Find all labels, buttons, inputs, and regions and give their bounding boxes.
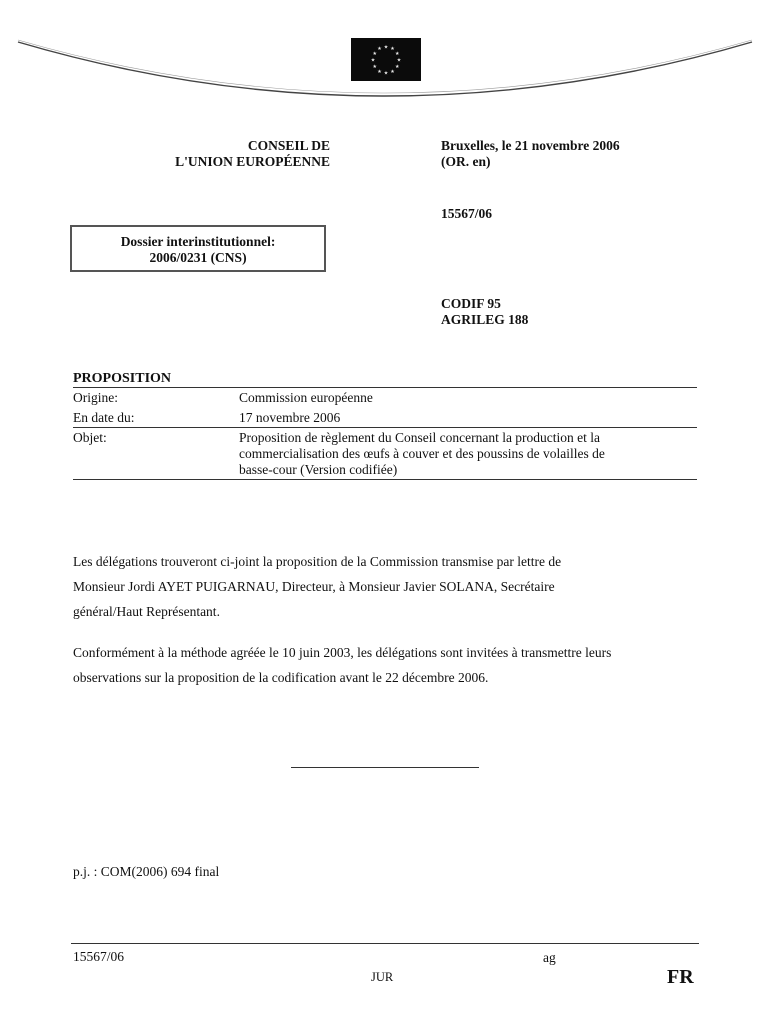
council-line-2: L'UNION EUROPÉENNE: [175, 154, 330, 169]
star-icon: ★: [383, 45, 389, 51]
table-bottom-rule: [73, 479, 697, 480]
paragraph-line: général/Haut Représentant.: [73, 604, 220, 619]
subject-line: basse-cour (Version codifiée): [239, 462, 398, 477]
footer-rule: [71, 943, 699, 944]
paragraph-line: Les délégations trouveront ci-joint la proposition de la Commission transmise par lettre de: [73, 554, 562, 569]
dossier-line-1: Dossier interinstitutionnel:: [120, 234, 276, 249]
star-icon: ★: [370, 58, 376, 64]
paragraph-line: observations sur la proposition de la codification avant le 22 décembre 2006.: [73, 670, 489, 685]
annex-reference: p.j. : COM(2006) 694 final: [73, 864, 220, 879]
code-agrileg: AGRILEG 188: [441, 312, 529, 327]
star-icon: ★: [390, 47, 395, 53]
star-icon: ★: [390, 69, 395, 75]
subject-value: [239, 430, 679, 478]
origin-label: Origine:: [73, 390, 118, 405]
code-codif: CODIF 95: [441, 296, 501, 311]
star-icon: ★: [395, 52, 400, 57]
date-label: En date du:: [73, 410, 135, 425]
council-name: [130, 138, 330, 170]
date-line: Bruxelles, le 21 novembre 2006: [441, 138, 620, 153]
table-mid-rule: [73, 427, 697, 428]
star-icon: ★: [372, 52, 377, 57]
document-number: 15567/06: [441, 206, 493, 221]
footer-document-number: 15567/06: [73, 949, 125, 964]
paragraph-transmission: [73, 549, 713, 624]
date-value: 17 novembre 2006: [239, 410, 341, 425]
original-language: (OR. en): [441, 154, 491, 169]
footer-language: FR: [667, 966, 694, 988]
footer-service: JUR: [371, 970, 394, 984]
star-icon: ★: [377, 47, 382, 53]
dossier-line-2: 2006/0231 (CNS): [149, 250, 247, 265]
subject-line: commercialisation des œufs à couver et des poussins de volailles de: [239, 446, 605, 461]
proposition-title: PROPOSITION: [73, 371, 172, 386]
paragraph-line: Conformément à la méthode agréée le 10 juin 2003, les délégations sont invitées à transmettre leurs: [73, 645, 612, 660]
star-icon: ★: [372, 65, 377, 70]
subject-label: Objet:: [73, 430, 107, 445]
date-block: [441, 138, 620, 170]
subject-line: Proposition de règlement du Conseil concernant la production et la: [239, 430, 601, 445]
paragraph-line: Monsieur Jordi AYET PUIGARNAU, Directeur, à Monsieur Javier SOLANA, Secrétaire: [73, 579, 555, 594]
footer-initials: ag: [543, 950, 556, 965]
table-top-rule: [73, 387, 697, 388]
star-icon: ★: [377, 69, 382, 75]
star-icon: ★: [383, 71, 389, 77]
classification-codes: [441, 296, 528, 328]
star-icon: ★: [395, 65, 400, 70]
star-icon: ★: [396, 58, 402, 64]
dossier-box: [70, 225, 326, 272]
council-line-1: CONSEIL DE: [247, 138, 330, 153]
origin-value: Commission européenne: [239, 390, 373, 405]
separator-line: [291, 767, 479, 768]
eu-flag-icon: [351, 38, 421, 81]
paragraph-deadline: [73, 640, 713, 690]
